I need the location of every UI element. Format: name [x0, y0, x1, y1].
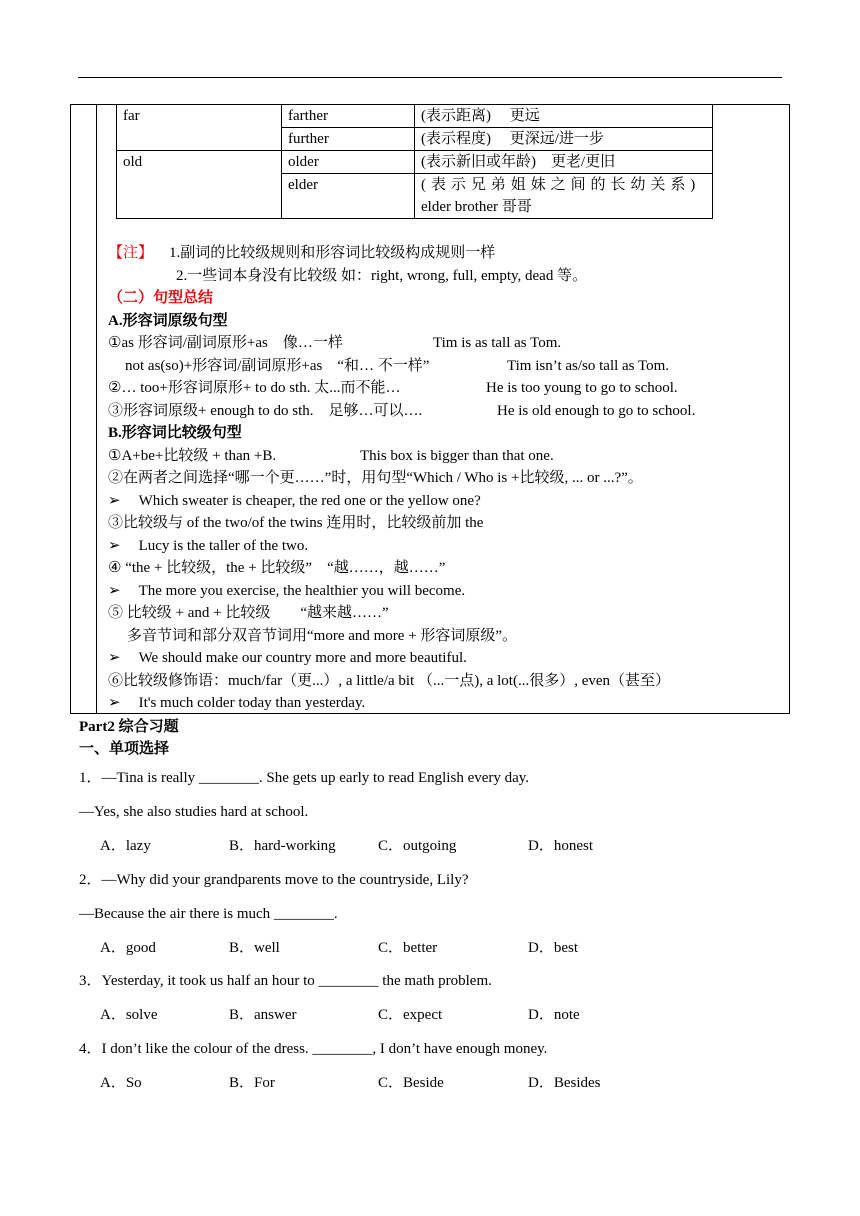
bullet-example: ➢ It's much colder today than yesterday.: [108, 695, 366, 711]
rule-line: ⑥比较级修饰语：much/far（更...）, a little/a bit （...一点), a lot(...很多）, even（甚至）: [108, 673, 671, 689]
option-c[interactable]: C．expect: [378, 1007, 443, 1023]
option-d[interactable]: D．note: [528, 1007, 580, 1023]
rule-note: 多音节词和部分双音节词用“more and more + 形容词原级”。: [127, 628, 518, 644]
table-row: [117, 151, 713, 174]
option-b[interactable]: B．For: [229, 1075, 275, 1091]
question-text: 1．—Tina is really ________. She gets up early to read English every day.: [79, 770, 530, 786]
section-heading: （二）句型总结: [108, 290, 214, 306]
table-row: [117, 105, 713, 128]
option-d[interactable]: D．honest: [528, 838, 593, 854]
part-title: Part2 综合习题: [79, 719, 179, 735]
table-cell-word: old: [117, 151, 282, 219]
bullet-example: ➢ Which sweater is cheaper, the red one or the yellow one?: [108, 493, 481, 509]
option-b[interactable]: B．answer: [229, 1007, 297, 1023]
table-cell-meaning: (表示程度) 更深远/进一步: [415, 128, 713, 151]
table-cell-form: further: [282, 128, 415, 151]
example-line: This box is bigger than that one.: [360, 448, 554, 464]
rule-line: ②在两者之间选择“哪一个更……”时，用句型“Which / Who is +比较级, ... or ...?”。: [108, 470, 643, 486]
bullet-icon: ➢: [108, 583, 121, 599]
question-text: —Yes, she also studies hard at school.: [79, 804, 309, 820]
rule-line: ④ “the + 比较级，the + 比较级” “越……，越……”: [108, 560, 446, 576]
rule-line: ⑤ 比较级 + and + 比较级 “越来越……”: [108, 605, 389, 621]
rule-line: ①as 形容词/副词原形+as 像…一样: [108, 335, 343, 351]
bullet-example: ➢ The more you exercise, the healthier you will become.: [108, 583, 466, 599]
rule-line: ③形容词原级+ enough to do sth. 足够…可以….: [108, 403, 423, 419]
note-tag: 【注】: [108, 245, 154, 261]
comparative-table: [116, 104, 713, 219]
example-line: Tim is as tall as Tom.: [433, 335, 562, 351]
bullet-icon: ➢: [108, 695, 121, 711]
bullet-icon: ➢: [108, 650, 121, 666]
option-b[interactable]: B．well: [229, 940, 280, 956]
question-text: 3．Yesterday, it took us half an hour to ________ the math problem.: [79, 973, 492, 989]
meaning-line: ( 表 示 兄 弟 姐 妹 之 间 的 长 幼 关 系 ): [421, 177, 696, 193]
table-cell-meaning: [415, 174, 713, 219]
option-d[interactable]: D．Besides: [528, 1075, 601, 1091]
rule-line: not as(so)+形容词/副词原形+as “和… 不一样”: [125, 358, 430, 374]
exercise-section-title: 一、单项选择: [79, 741, 170, 757]
option-a[interactable]: A．So: [100, 1075, 142, 1091]
example-line: He is too young to go to school.: [486, 380, 678, 396]
example-line: Tim isn’t as/so tall as Tom.: [507, 358, 670, 374]
option-d[interactable]: D．best: [528, 940, 578, 956]
note-line-1: [108, 242, 495, 264]
subheading-a: A.形容词原级句型: [108, 313, 228, 329]
note-text: 1.副词的比较级规则和形容词比较级构成规则一样: [169, 245, 496, 261]
option-a[interactable]: A．solve: [100, 1007, 158, 1023]
table-cell-form: farther: [282, 105, 415, 128]
meaning-line: elder brother 哥哥: [421, 199, 532, 215]
rule-line: ①A+be+比较级 + than +B.: [108, 448, 277, 464]
example-line: He is old enough to go to school.: [497, 403, 696, 419]
table-cell-word: far: [117, 105, 282, 151]
rule-line: ③比较级与 of the two/of the twins 连用时，比较级前加 the: [108, 515, 484, 531]
option-b[interactable]: B．hard-working: [229, 838, 336, 854]
subheading-b: B.形容词比较级句型: [108, 425, 242, 441]
option-c[interactable]: C．Beside: [378, 1075, 444, 1091]
option-c[interactable]: C．outgoing: [378, 838, 457, 854]
bullet-icon: ➢: [108, 538, 121, 554]
table-cell-form: elder: [282, 174, 415, 219]
bullet-example: ➢ We should make our country more and more beautiful.: [108, 650, 467, 666]
option-a[interactable]: A．lazy: [100, 838, 151, 854]
note-line-2: 2.一些词本身没有比较级 如：right, wrong, full, empty, dead 等。: [176, 268, 588, 284]
table-cell-meaning: (表示新旧或年龄) 更老/更旧: [415, 151, 713, 174]
option-c[interactable]: C．better: [378, 940, 438, 956]
question-text: —Because the air there is much ________.: [79, 906, 338, 922]
question-text: 2．—Why did your grandparents move to the countryside, Lily?: [79, 872, 469, 888]
table-cell-form: older: [282, 151, 415, 174]
question-text: 4．I don’t like the colour of the dress. ________, I don’t have enough money.: [79, 1041, 548, 1057]
rule-line: ②… too+形容词原形+ to do sth. 太...而不能…: [108, 380, 401, 396]
table-cell-meaning: (表示距离) 更远: [415, 105, 713, 128]
bullet-example: ➢ Lucy is the taller of the two.: [108, 538, 309, 554]
bullet-icon: ➢: [108, 493, 121, 509]
frame-inner-line: [96, 104, 97, 714]
option-a[interactable]: A．good: [100, 940, 156, 956]
header-rule: [78, 77, 782, 78]
